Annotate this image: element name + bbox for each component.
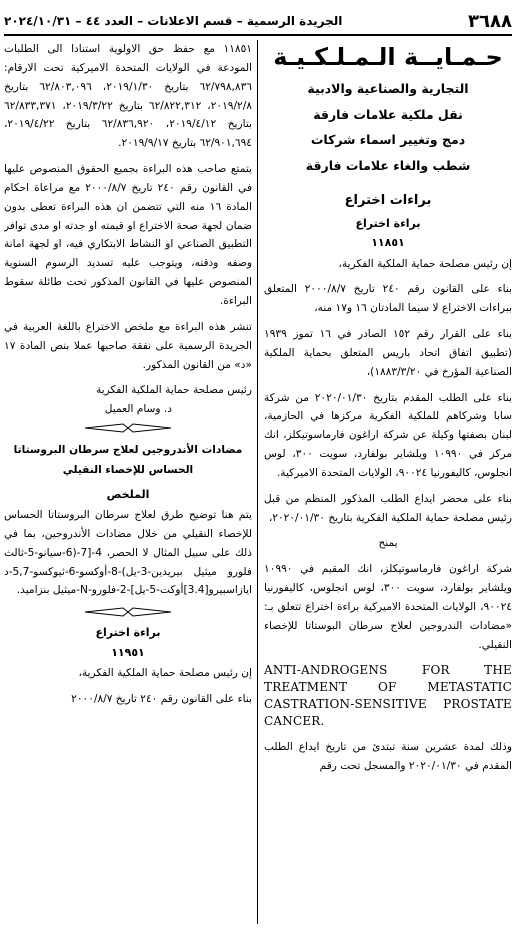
english-invention-title: ANTI-ANDROGENS FOR THE TREATMENT OF METASTATIC CASTRATION-SENSITIVE PROSTATE CANCER. (264, 662, 512, 728)
section-main-title: حـمـايــة الـمـلـكـيـة (273, 43, 503, 71)
section-subtitle-2: نقل ملكية علامات فارقة (313, 106, 463, 122)
ornament-icon (83, 423, 173, 433)
second-patent-number: ١١٩٥١ (111, 645, 145, 659)
grants-label: يمنح (378, 537, 398, 550)
left-column (4, 40, 252, 934)
publication-paragraph: تنشر هذه البراءة مع ملخص الاختراع باللغة العربية في الجريدة الرسمية على نفقة صاحبها عملا بنص المادة ١٧ «د» من القانون المذكور. (4, 320, 252, 371)
gazette-title: الجريدة الرسمية – قسم الاعلانات – العدد ٤٤ – ٢٠٢٤/١٠/٣١ (4, 14, 343, 28)
ornament-icon (83, 607, 173, 617)
page-number: ٣٦٨٨ (468, 10, 512, 32)
patent-paragraph-1: بناء على القانون رقم ٢٤٠ تاريخ ٢٠٠٠/٨/٧ المتعلق ببراءات الاختراع لا سيما المادتان ١٦ و١٧ منه، (264, 283, 512, 315)
patent-heading: براءة اختراع (355, 216, 421, 230)
second-patent-heading: براءة اختراع (95, 626, 161, 640)
patent-paragraph-2: بناء على القرار رقم ١٥٢ الصادر في ١٦ تموز ١٩٣٩ (تطبيق اتفاق اتحاد باريس المتعلق بحماية الملكية الصناعية المؤرخ في ١٨٨٣/٣/٢٠)، (264, 328, 512, 378)
rights-paragraph: يتمتع صاحب هذه البراءة بجميع الحقوق المنصوص عليها في القانون رقم ٢٤٠ تاريخ ٢٠٠٠/٨/٧ مع مراعاة احكام المادة ١٦ منه التي تتضمن ان هذه البراءة تعطى بدون ضمان لجهة صحة الاختراع او قيمته او جدته او مدى توافر التطبيق الصناعي او النشاط الابتكاري فيه، او لجهة امانة وصفه ودقته، ويتوجب عليه تسديد الرسوم السنوية المنصوص عليها في القانون المذكور تحت طائلة سقوط البراءة. (4, 163, 252, 307)
section-subtitle-4: شطب والغاء علامات فارقة (305, 157, 471, 173)
patent-intro: إن رئيس مصلحة حماية الملكية الفكرية، (338, 257, 512, 270)
divider-ornament (4, 423, 252, 433)
column-divider (257, 40, 258, 924)
patent-number: ١١٨٥١ (371, 236, 405, 249)
right-column (264, 40, 512, 934)
signature-name: د. وسام العميل (104, 403, 172, 416)
divider-ornament-2 (4, 607, 252, 617)
summary-text: يتم هنا توضيح طرق لعلاج سرطان البروستاتا الحساس للإخصاء النقيلي من خلال مضادات الأندروجين، بما في ذلك على سبيل المثال لا الحصر، 4-[7-(6-سيانو-5-ثالث فلورو ميثيل بيريدين-3-يل)-8-أوكسو-6-ثيوكسو-5,7-د ايازاسبيرو[3.4]أوكت-5-يل]-2-فلورو-N-ميثيل بنزاميد. (4, 509, 252, 597)
summary-title: مضادات الأندروجين لعلاج سرطان البروستاتا الحساس للإخصاء النقيلي (13, 444, 243, 476)
patent-paragraph-3: بناء على الطلب المقدم بتاريخ ٢٠٢٠/٠١/٣٠ من شركة سابا وشركاهم للملكية الفكرية مركزها في الحازمية، لبنان بصفتها وكيلة عن شركة اراغون فارماسوتيكلز، انك مركز في ١٠٩٩٠ ويلشاير بولفارد، سويت ٣٠٠، لوس انجلوس، كاليفورنيا ٩٠٠٢٤، الولايات المتحدة الاميركية. (264, 391, 512, 479)
page-header (4, 8, 512, 36)
closing-text: وذلك لمدة عشرين سنة تبتدئ من تاريخ ايداع الطلب المقدم في ٢٠٢٠/٠١/٣٠ والمسجل تحت رقم (264, 740, 512, 772)
grant-text: شركة اراغون فارماسوتيكلز، انك المقيم في ١٠٩٩٠ ويلشاير بولفارد، سويت ٣٠٠، لوس انجلوس، كاليفورنيا ٩٠٠٢٤، الولايات المتحدة الاميركية براءة اختراع تتعلق بـ: «مضادات الندروجين لعلاج سرطان البوستاتا للإخصاء النقيلي. (264, 563, 512, 651)
priority-paragraph: ١١٨٥١ مع حفظ حق الاولوية استنادا الى الطلبات المودعة في الولايات المتحدة الاميركية تحت الارقام: ٦٢/٧٩٨,٨٣٦ بتاريخ ٢٠١٩/١/٣٠، ٦٢/٨٠٣,٠٩٦ بتاريخ ٢٠١٩/٢/٨، ٦٢/٨٢٢,٣١٢ بتاريخ ٢٠١٩/٣/٢٢، ٦٢/٨٣٣,٣٧١ بتاريخ ٢٠١٩/٤/١٢، ٦٢/٨٣٦,٩٢٠ بتاريخ ٢٠١٩/٤/٢٢، ٦٢/٩٠١,٦٩٤ بتاريخ ٢٠١٩/٩/١٧. (4, 43, 252, 150)
summary-heading: الملخص (106, 487, 150, 501)
patent-paragraph-4: بناء على محضر ايداع الطلب المذكور المنظم من قبل رئيس مصلحة حماية الملكية الفكرية بتاريخ ٢٠٢٠/٠١/٣٠، (264, 492, 512, 524)
patents-section-heading: براءات اختراع (344, 192, 432, 208)
section-subtitle-1: التجارية والصناعية والادبية (307, 81, 469, 96)
signature-title: رئيس مصلحة حماية الملكية الفكرية (95, 384, 252, 397)
second-patent-intro: إن رئيس مصلحة حماية الملكية الفكرية، (78, 667, 252, 680)
second-patent-paragraph: بناء على القانون رقم ٢٤٠ تاريخ ٢٠٠٠/٨/٧ (71, 693, 252, 706)
section-subtitle-3: دمج وتغيير اسماء شركات (310, 132, 466, 148)
